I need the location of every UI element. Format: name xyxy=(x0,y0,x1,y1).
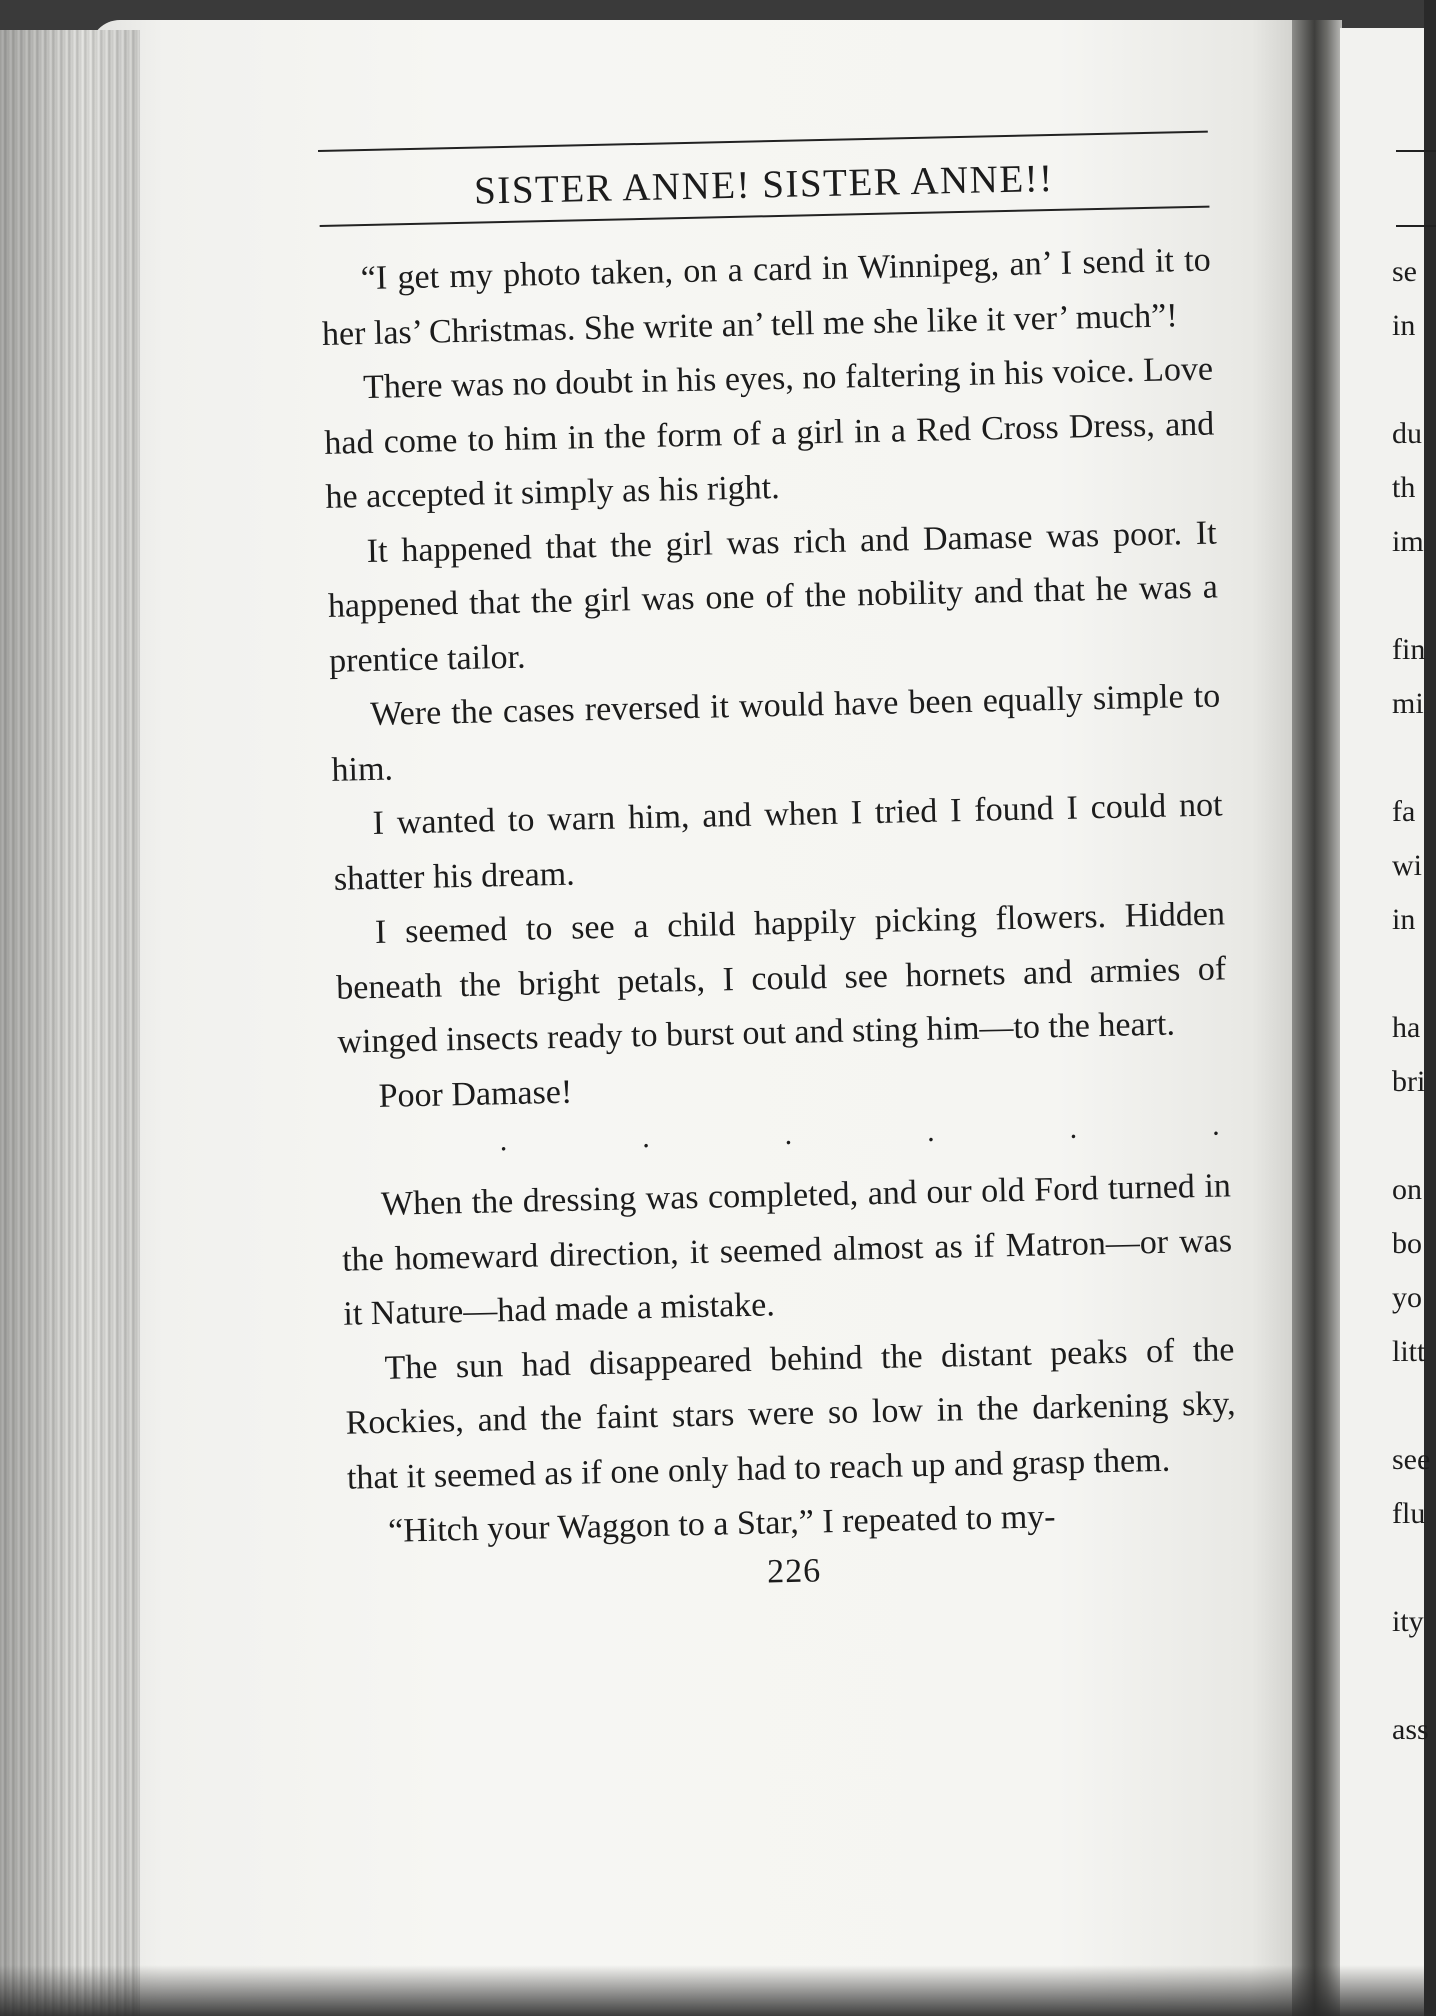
paragraph: I seemed to see a child happily picking flowers. Hidden beneath the bright petals, I could see hornets and armies of winged insects ready to burst out and sting him—to the heart. xyxy=(335,895,1227,1061)
right-page-fragment: in xyxy=(1392,903,1416,936)
paragraph: When the dressing was completed, and our old Ford turned in the homeward direction, it seemed almost as if Matron—or was it Nature—had made a mistake. xyxy=(341,1167,1233,1333)
separator-dot: . xyxy=(641,1121,650,1155)
right-page-fragment xyxy=(1392,1649,1430,1703)
separator-dot: . xyxy=(499,1124,508,1158)
right-page-fragment xyxy=(1392,947,1430,1001)
paragraph: Were the cases reversed it would have been equally simple to him. xyxy=(331,677,1221,789)
right-page-fragment: fa xyxy=(1392,795,1416,828)
book-gutter xyxy=(1292,20,1342,2016)
right-page-fragment: yo xyxy=(1392,1281,1422,1314)
right-header-rule-top xyxy=(1396,150,1436,152)
page-edges xyxy=(0,30,140,2016)
right-page-fragment: wi xyxy=(1392,849,1422,882)
right-page-text xyxy=(1392,245,1430,1757)
right-page-fragment: see xyxy=(1392,1443,1431,1476)
right-page-fragment: du xyxy=(1392,417,1422,450)
right-page-fragment xyxy=(1392,1109,1430,1163)
page-text-block xyxy=(318,130,1249,1600)
paragraph: There was no doubt in his eyes, no faltering in his voice. Love had come to him in the form of a girl in a Red Cross Dress, and he accepted it simply as his right. xyxy=(323,350,1215,516)
right-page-fragment xyxy=(1392,1379,1430,1433)
right-page-fragment: im xyxy=(1392,525,1424,558)
right-page-fragment xyxy=(1392,731,1430,785)
right-page-fragment: bri xyxy=(1392,1065,1426,1098)
paragraph: “I get my photo taken, on a card in Winnipeg, an’ I send it to her las’ Christmas. She write an’ tell me she like it ver’ much”! xyxy=(321,241,1212,353)
right-page-fragment: ha xyxy=(1392,1011,1421,1044)
right-page-fragment: ass xyxy=(1392,1713,1429,1746)
right-page-fragment: litt xyxy=(1392,1335,1426,1368)
paragraph: The sun had disappeared behind the distant peaks of the Rockies, and the faint stars were so low in the darkening sky, that it seemed as if one only had to reach up and grasp them. xyxy=(345,1330,1236,1497)
separator-dot: . xyxy=(1211,1108,1220,1142)
right-page-fragment: ity xyxy=(1392,1605,1424,1638)
right-page-fragment xyxy=(1392,1541,1430,1595)
right-page-fragment: flu xyxy=(1392,1497,1426,1530)
separator-dot: . xyxy=(1069,1111,1078,1145)
right-page-fragment: in xyxy=(1392,309,1416,342)
page-number: 226 xyxy=(766,1551,822,1591)
running-header: SISTER ANNE! SISTER ANNE!! xyxy=(473,156,1055,213)
separator-dot: . xyxy=(926,1114,935,1148)
paragraph: I wanted to warn him, and when I tried I found I could not shatter his dream. xyxy=(333,786,1223,898)
right-page-fragment: on xyxy=(1392,1173,1422,1206)
background-bottom xyxy=(0,1965,1424,2016)
paragraph: Poor Damase! xyxy=(378,1073,573,1115)
paragraph: “Hitch your Waggon to a Star,” I repeated to my- xyxy=(387,1498,1056,1550)
right-header-rule-bottom xyxy=(1396,225,1436,227)
right-page-fragment: th xyxy=(1392,471,1416,504)
right-page-fragment xyxy=(1392,569,1430,623)
separator-dot: . xyxy=(784,1117,793,1152)
body-text xyxy=(320,234,1238,1561)
right-page-fragment: mi xyxy=(1392,687,1424,720)
right-page-fragment xyxy=(1392,353,1430,407)
right-page-fragment: se xyxy=(1392,255,1417,288)
paragraph: It happened that the girl was rich and Damase was poor. It happened that the girl was one of the nobility and that he was a prentice tailor. xyxy=(327,513,1219,680)
right-page-fragment: bo xyxy=(1392,1227,1422,1260)
right-page-fragment: fin xyxy=(1392,633,1426,666)
